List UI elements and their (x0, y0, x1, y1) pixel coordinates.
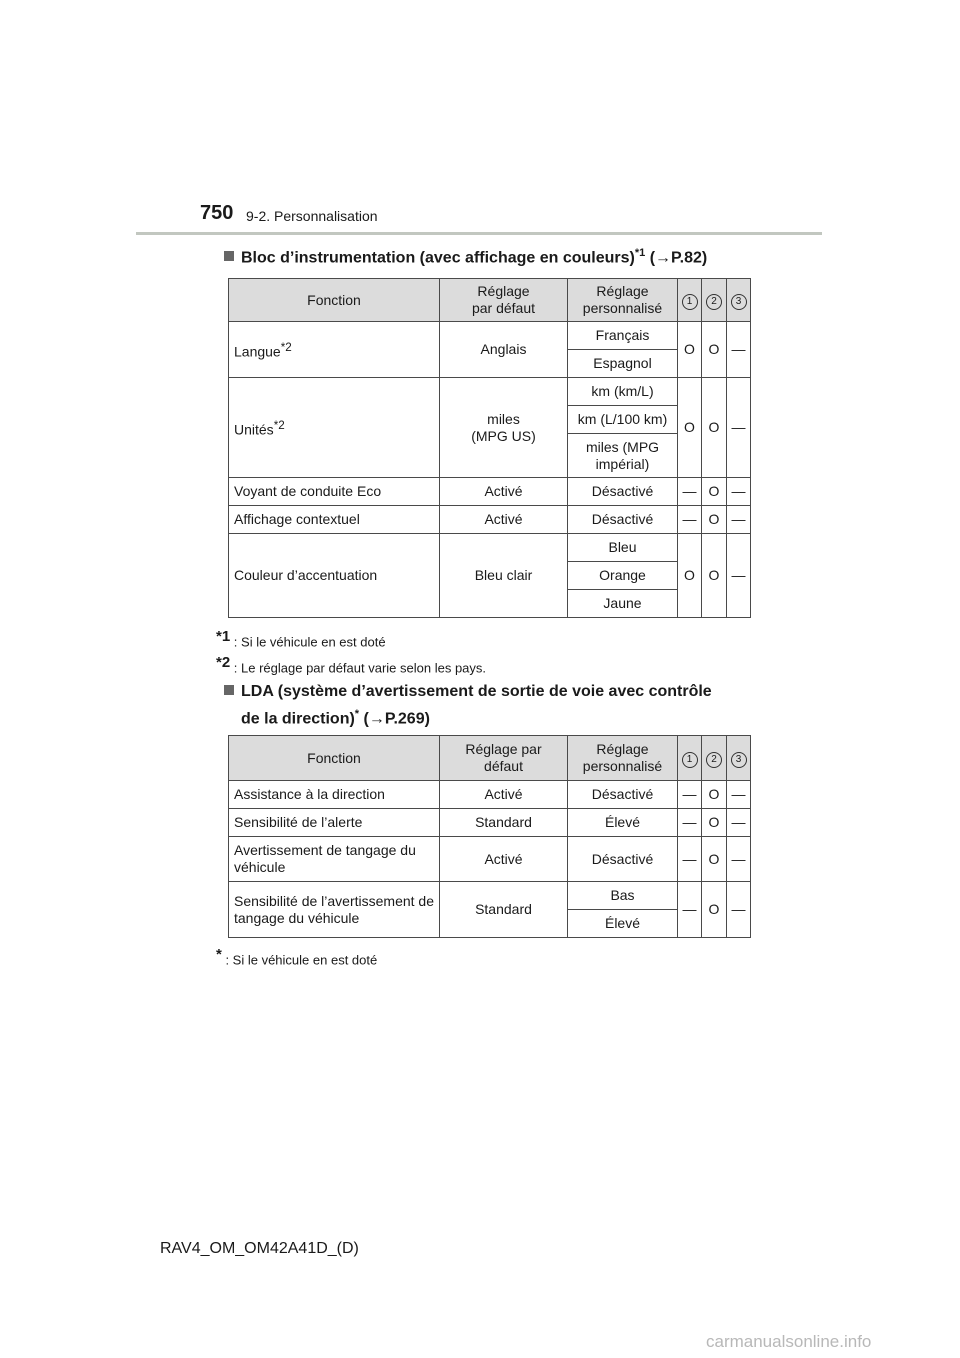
header-col-2 (702, 736, 727, 781)
cell-mark-1: — (678, 809, 702, 837)
heading-text: Bloc d’instrumentation (avec affichage en couleurs) (241, 249, 635, 267)
cell-mark-1: O (678, 378, 702, 478)
cell-mark-3: — (727, 534, 751, 618)
header-function: Fonction (229, 736, 440, 781)
table-row (229, 506, 751, 534)
footnote-mark: *2 (216, 654, 231, 671)
cell-custom: Français (568, 322, 678, 350)
footnote-3: * : Si le véhicule en est doté (216, 946, 378, 968)
heading-text: LDA (système d’avertissement de sortie de voie avec contrôle (241, 683, 712, 700)
cell-function: Unités$^{*2}$ (229, 378, 440, 478)
cell-mark-1: — (678, 882, 702, 938)
heading-text-line2: de la direction) (241, 710, 355, 728)
table-row (229, 809, 751, 837)
page-reference: (→P.82) (645, 249, 708, 267)
cell-mark-3: — (727, 809, 751, 837)
cell-mark-2: O (702, 882, 727, 938)
cell-function: Sensibilité de l’alerte (229, 809, 440, 837)
cell-custom: Espagnol (568, 350, 678, 378)
table-row (229, 378, 751, 406)
cell-default: Standard (440, 809, 568, 837)
circled-number-3: 3 (731, 752, 747, 768)
cell-mark-1: — (678, 506, 702, 534)
section-title: 9-2. Personnalisation (246, 208, 378, 224)
header-default: Réglage par défaut (440, 736, 568, 781)
table-row (229, 837, 751, 882)
cell-custom: km (km/L) (568, 378, 678, 406)
circled-number-1: 1 (682, 294, 698, 310)
customization-table-instrument-cluster (228, 278, 751, 618)
cell-custom: Désactivé (568, 781, 678, 809)
cell-custom: Désactivé (568, 837, 678, 882)
cell-custom: Désactivé (568, 506, 678, 534)
cell-mark-2: O (702, 506, 727, 534)
watermark: carmanualsonline.info (706, 1332, 872, 1351)
cell-default: Anglais (440, 322, 568, 378)
header-custom: Réglage personnalisé (568, 736, 678, 781)
header-rule (136, 232, 822, 235)
cell-custom: Élevé (568, 809, 678, 837)
cell-mark-1: — (678, 478, 702, 506)
heading-lda (224, 681, 712, 730)
cell-function: Affichage contextuel (229, 506, 440, 534)
cell-mark-1: — (678, 781, 702, 809)
cell-mark-2: O (702, 378, 727, 478)
footnote-2: $^{*2}$ : Le réglage par défaut varie selon les pays. (216, 654, 487, 676)
cell-default: Activé (440, 781, 568, 809)
cell-mark-2: O (702, 809, 727, 837)
cell-custom: Orange (568, 562, 678, 590)
cell-default: Activé (440, 478, 568, 506)
cell-function: Voyant de conduite Eco (229, 478, 440, 506)
cell-custom: km (L/100 km) (568, 406, 678, 434)
cell-mark-1: O (678, 534, 702, 618)
bullet-square-icon (224, 685, 234, 695)
cell-function: Sensibilité de l’avertissement de tangage du véhicule (229, 882, 440, 938)
table-row (229, 781, 751, 809)
cell-custom: Élevé (568, 910, 678, 938)
header-col-2 (702, 279, 727, 322)
page-reference: (→P.269) (359, 710, 430, 728)
footnote-mark: *1 (634, 247, 646, 259)
header-col-1 (678, 736, 702, 781)
cell-mark-3: — (727, 506, 751, 534)
cell-mark-3: — (727, 781, 751, 809)
circled-number-3: 3 (731, 294, 747, 310)
table-row (229, 478, 751, 506)
cell-mark-3: — (727, 882, 751, 938)
bullet-square-icon (224, 251, 234, 261)
cell-mark-1: — (678, 837, 702, 882)
cell-mark-2: O (702, 534, 727, 618)
table-row (229, 322, 751, 350)
circled-number-1: 1 (682, 752, 698, 768)
cell-mark-2: O (702, 478, 727, 506)
cell-mark-3: — (727, 378, 751, 478)
page-number: 750 (200, 202, 234, 224)
header-col-1 (678, 279, 702, 322)
cell-default: Activé (440, 506, 568, 534)
circled-number-2: 2 (706, 752, 722, 768)
cell-default: Bleu clair (440, 534, 568, 618)
cell-default: Standard (440, 882, 568, 938)
footnote-mark: * (354, 708, 360, 720)
cell-function: Assistance à la direction (229, 781, 440, 809)
header-custom: Réglage personnalisé (568, 279, 678, 322)
document-code: RAV4_OM_OM42A41D_(D) (160, 1240, 359, 1257)
cell-default: Activé (440, 837, 568, 882)
cell-custom: Désactivé (568, 478, 678, 506)
cell-mark-2: O (702, 322, 727, 378)
footnote-mark: *2 (273, 418, 285, 432)
heading-instrument-cluster (224, 242, 707, 269)
cell-mark-2: O (702, 837, 727, 882)
cell-custom: miles (MPG impérial) (568, 434, 678, 478)
cell-mark-1: O (678, 322, 702, 378)
footnote-mark: *2 (280, 340, 292, 354)
cell-function: Langue$^{*2}$ (229, 322, 440, 378)
header-function: Fonction (229, 279, 440, 322)
footnote-mark: * (216, 946, 222, 963)
header-default: Réglage par défaut (440, 279, 568, 322)
cell-function: Avertissement de tangage du véhicule (229, 837, 440, 882)
table-row (229, 534, 751, 562)
header-col-3 (727, 279, 751, 322)
cell-custom: Bas (568, 882, 678, 910)
cell-custom: Jaune (568, 590, 678, 618)
footnote-mark: *1 (216, 628, 231, 645)
cell-mark-3: — (727, 322, 751, 378)
footnote-1: $^{*1}$ : Si le véhicule en est doté (216, 628, 386, 650)
customization-table-lda (228, 735, 751, 938)
cell-mark-3: — (727, 837, 751, 882)
circled-number-2: 2 (706, 294, 722, 310)
cell-function: Couleur d’accentuation (229, 534, 440, 618)
cell-custom: Bleu (568, 534, 678, 562)
table-row (229, 882, 751, 910)
cell-default: miles (MPG US) (440, 378, 568, 478)
cell-mark-3: — (727, 478, 751, 506)
cell-mark-2: O (702, 781, 727, 809)
header-col-3 (727, 736, 751, 781)
